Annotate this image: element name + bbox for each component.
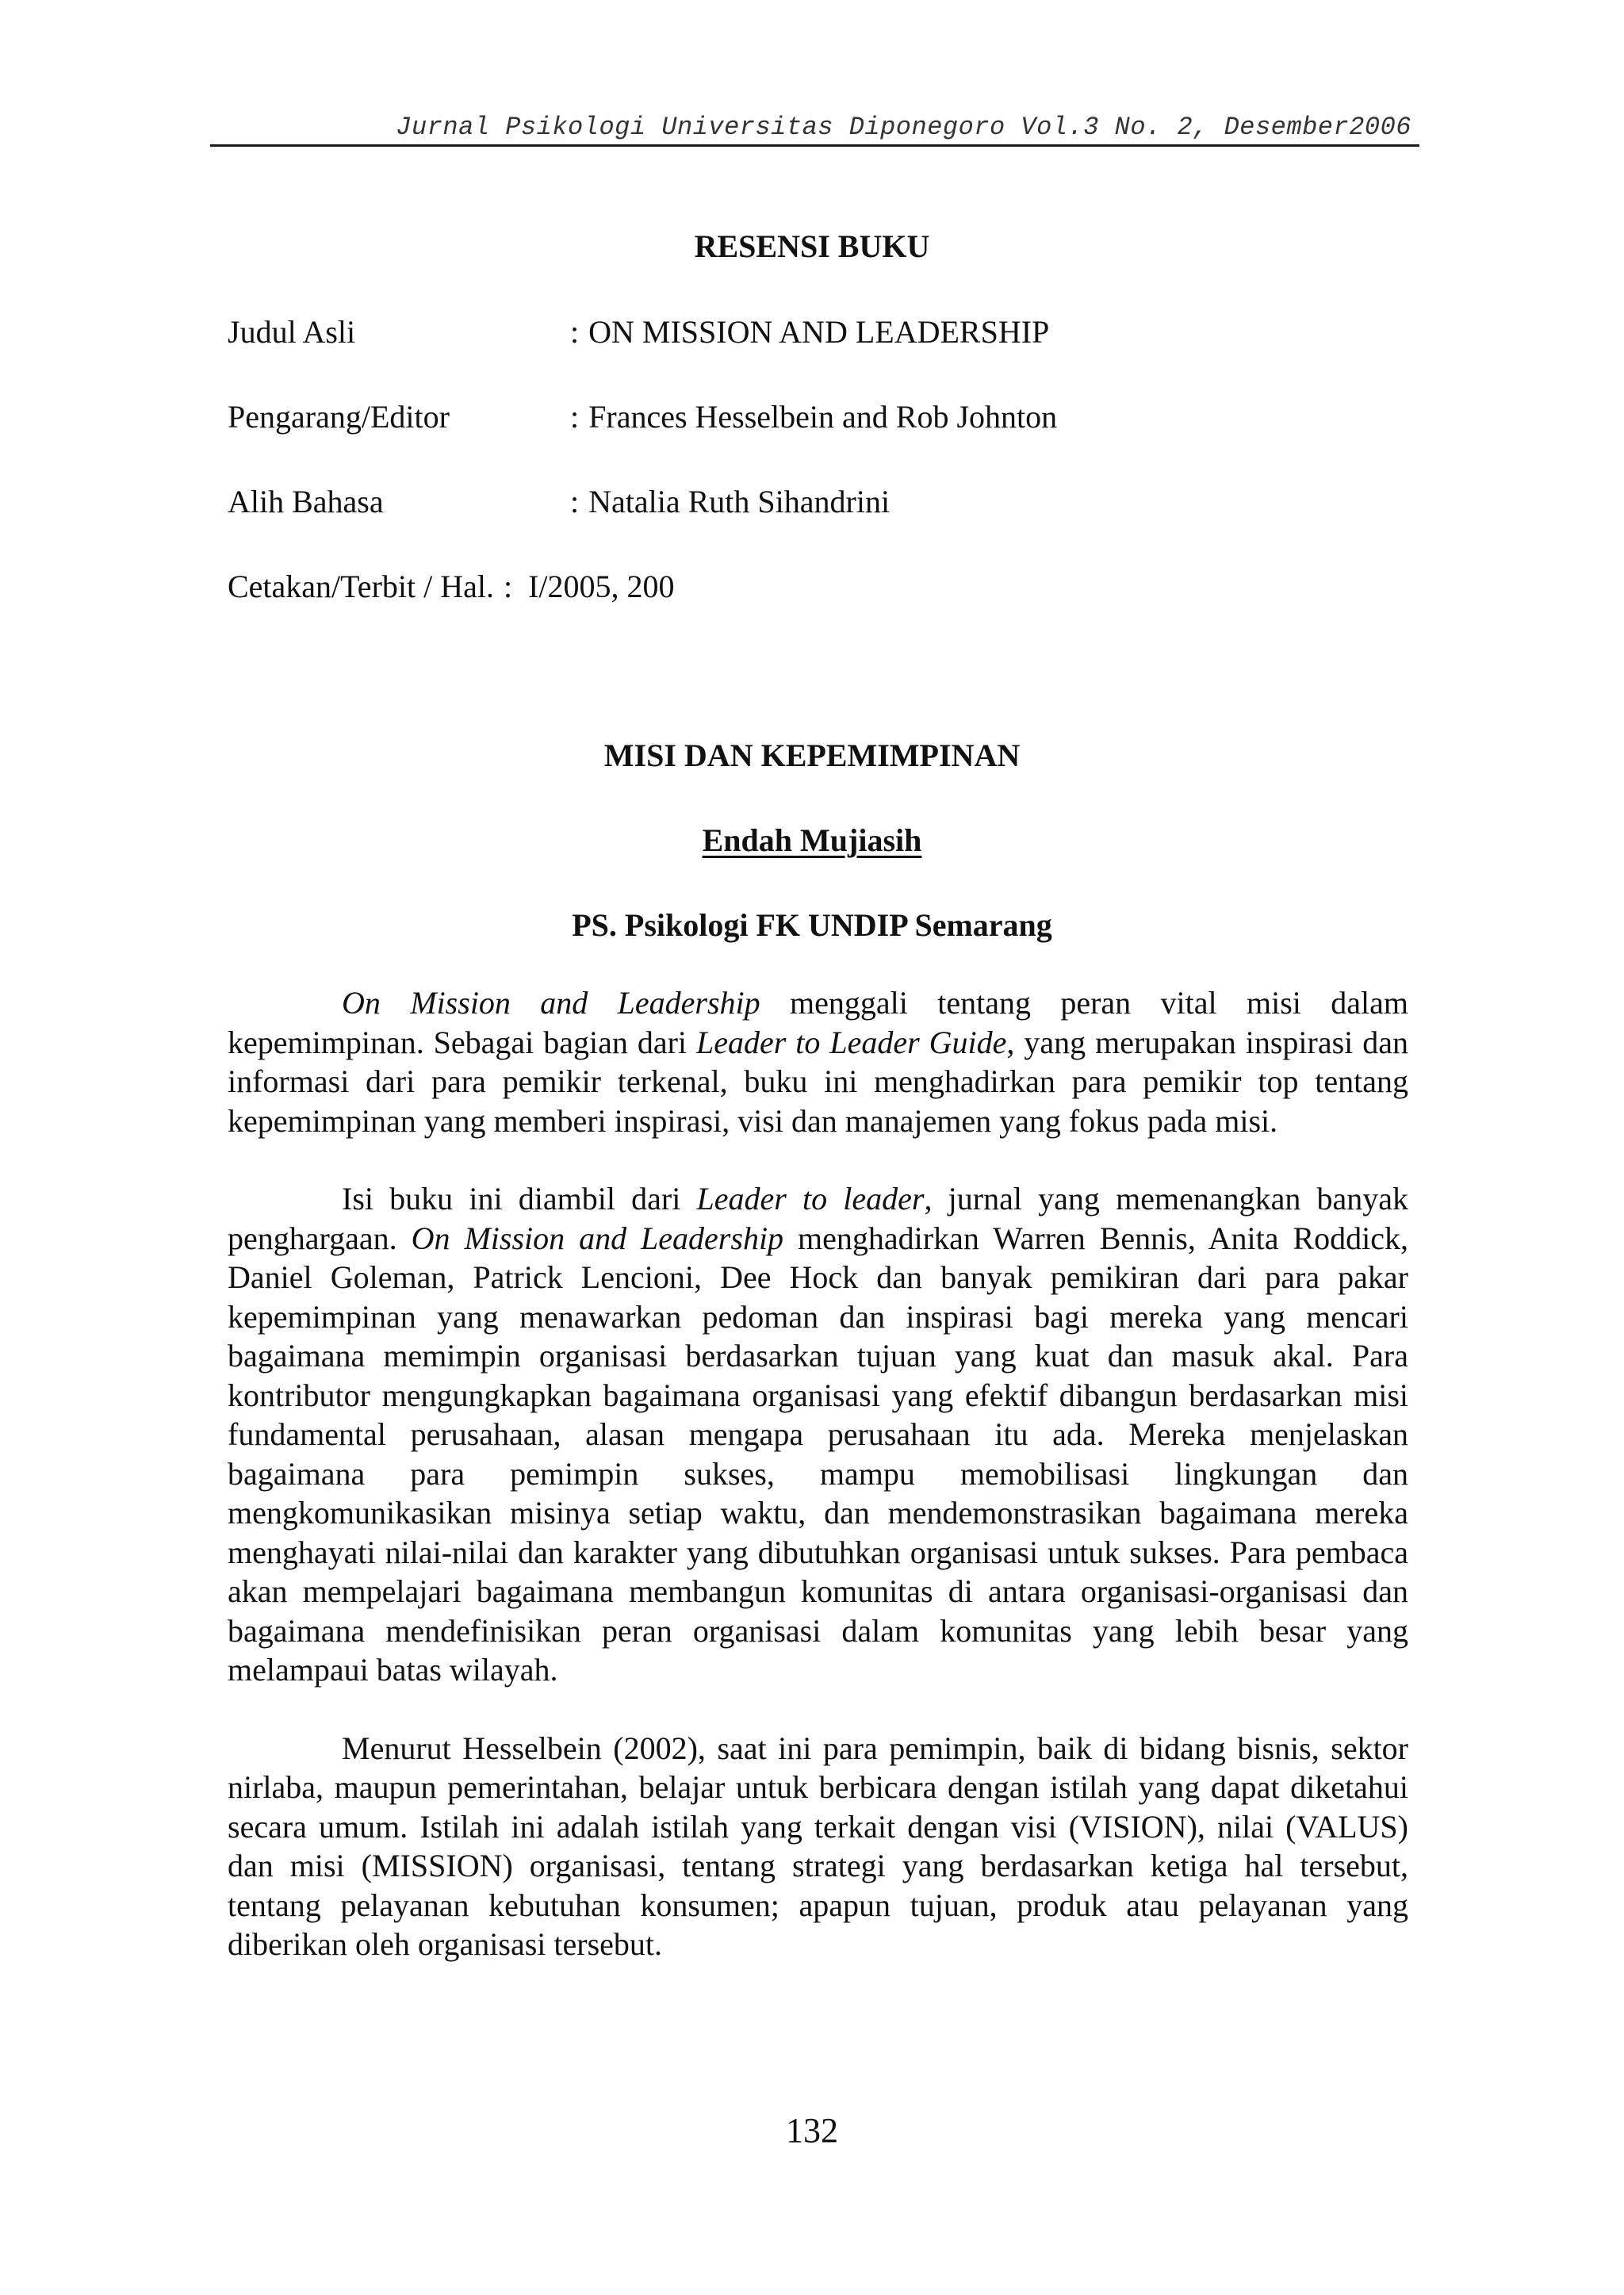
inline-text: menggali tentang peran vital misi dalam kepemimpinan. Sebagai bagian dari xyxy=(228,985,1408,1060)
page-number: 132 xyxy=(786,2111,838,2150)
inline-text: , yang merupakan inspirasi dan informasi dari para pemikir terkenal, buku ini menghadirkan para pemikir top tentang kepemimpinan yang memberi inspirasi, visi dan manajemen yang fokus pada misi. xyxy=(228,1024,1409,1139)
article-author xyxy=(0,821,1624,860)
metadata-translator xyxy=(228,482,890,522)
body-paragraph-2 xyxy=(228,1179,1408,1690)
inline-text: Menurut Hesselbein (2002), saat ini para pemimpin, baik di bidang bisnis, sektor nirlaba, maupun pemerintahan, belajar untuk berbicara dengan istilah yang dapat diketahui secara umum. Istilah ini adalah istilah yang terkait dengan visi (VISION), nilai (VALUS) dan misi (MISSION) organisasi, tentang strategi yang berdasarkan ketiga hal tersebut, tentang pelayanan kebutuhan konsumen; apapun tujuan, produk atau pelayanan yang diberikan oleh organisasi tersebut. xyxy=(228,1730,1408,1962)
metadata-original-title xyxy=(228,312,1049,352)
metadata-value: I/2005, 200 xyxy=(528,569,675,604)
running-header xyxy=(210,111,1419,147)
inline-text: , jurnal yang memenangkan banyak penghargaan. xyxy=(228,1181,1409,1256)
metadata-label: Pengarang/Editor xyxy=(228,399,450,435)
author-name: Endah Mujiasih xyxy=(702,822,922,858)
metadata-value: Frances Hesselbein and Rob Johnton xyxy=(588,399,1058,435)
inline-italic: Leader to leader xyxy=(696,1181,925,1216)
running-header-text: Jurnal Psikologi Universitas Diponegoro Vol.3 No. 2, Desember2006 xyxy=(396,113,1411,142)
inline-italic: On Mission and Leadership xyxy=(342,985,760,1021)
metadata-separator: : xyxy=(570,484,580,519)
metadata-author-editor xyxy=(228,397,1057,437)
metadata-label: Cetakan/Terbit / Hal. xyxy=(228,569,494,604)
article-title: MISI DAN KEPEMIMPINAN xyxy=(603,738,1021,773)
metadata-edition-pages xyxy=(228,567,675,607)
metadata-value: Natalia Ruth Sihandrini xyxy=(588,484,891,519)
inline-text: Isi buku ini diambil dari xyxy=(342,1181,697,1216)
inline-text: menghadirkan Warren Bennis, Anita Roddick, Daniel Goleman, Patrick Lencioni, Dee Hock dan banyak pemikiran dari para pakar kepemimpinan yang menawarkan pedoman dan inspirasi bagi mereka yang mencari bagaimana memimpin organisasi berdasarkan tujuan yang kuat dan masuk akal. Para kontributor mengungkapkan bagaimana organisasi yang efektif dibangun berdasarkan misi fundamental perusahaan, alasan mengapa perusahaan itu ada. Mereka menjelaskan bagaimana para pemimpin sukses, mampu memobilisasi lingkungan dan mengkomunikasikan misinya setiap waktu, dan mendemonstrasikan bagaimana mereka menghayati nilai-nilai dan karakter yang dibutuhkan organisasi untuk sukses. Para pembaca akan mempelajari bagaimana membangun komunitas di antara organisasi-organisasi dan bagaimana mendefinisikan peran organisasi dalam komunitas yang lebih besar yang melampaui batas wilayah. xyxy=(228,1220,1408,1688)
metadata-separator: : xyxy=(570,399,580,435)
article-affiliation: PS. Psikologi FK UNDIP Semarang xyxy=(572,907,1052,943)
inline-italic: On Mission and Leadership xyxy=(411,1220,784,1256)
metadata-label: Judul Asli xyxy=(228,314,356,350)
metadata-separator: : xyxy=(503,569,513,604)
inline-italic: Leader to Leader Guide xyxy=(696,1024,1007,1060)
body-paragraph-1 xyxy=(228,983,1408,1140)
review-title: RESENSI BUKU xyxy=(694,228,930,264)
metadata-label: Alih Bahasa xyxy=(228,484,384,519)
metadata-separator: : xyxy=(570,314,580,350)
article-body xyxy=(228,983,1408,1964)
metadata-value: ON MISSION AND LEADERSHIP xyxy=(588,314,1050,350)
body-paragraph-3 xyxy=(228,1729,1408,1964)
